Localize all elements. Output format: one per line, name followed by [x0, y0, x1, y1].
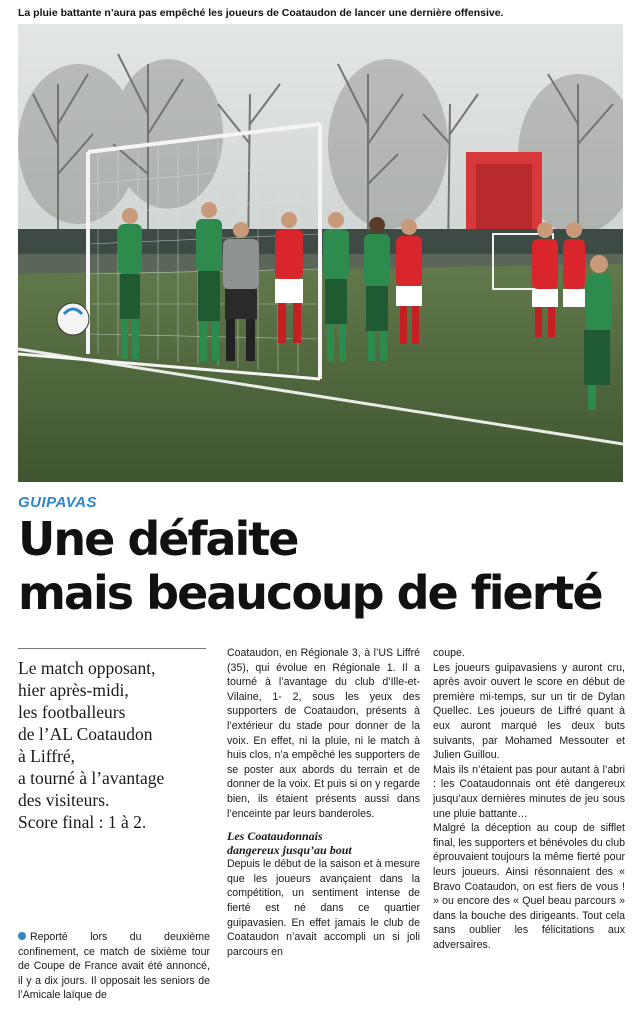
body-paragraph: Depuis le début de la saison et à mesure que les joueurs avançaient dans la compétition, un sentiment intense de fierté est né dans ce quartier guipavasien. En effet jamais le club de Coataudon n’avait accompli un si joli parcours en [227, 858, 420, 958]
body-paragraph: Les joueurs guipavasiens y auront cru, après avoir ouvert le score en début de première mi-temps, sur un tir de Dylan Quellec. Les joueurs de Liffré quant à eux auront marqué les deux buts suivants, par Mohamed Messouter et Julien Guillou. [433, 661, 625, 762]
body-paragraph [18, 930, 210, 1003]
lead-line: à Liffré, [18, 746, 76, 766]
match-photo [18, 24, 623, 482]
lead-line: a tourné à l’avantage [18, 768, 165, 788]
lead-line: de l’AL Coataudon [18, 724, 153, 744]
paragraph-text: Reporté lors du deuxième confinement, ce match de sixième tour de Coupe de France avait été annoncé, il y a dix jours. Il opposait les seniors de l’Amicale laïque de [18, 931, 210, 1002]
lead-line: des visiteurs. [18, 790, 110, 810]
lead-line: hier après-midi, [18, 680, 129, 700]
article-headline [18, 512, 628, 620]
section-kicker: GUIPAVAS [18, 494, 98, 511]
body-paragraph: coupe. [433, 647, 465, 659]
body-column-2 [227, 646, 420, 959]
football-match-photo [18, 24, 623, 482]
article-lead [18, 657, 213, 833]
body-column-3 [433, 646, 625, 952]
lead-line: Score final : 1 à 2. [18, 812, 147, 832]
intertitle-line: Les Coataudonnais [227, 829, 323, 844]
intertitle [227, 829, 420, 857]
photo-caption: La pluie battante n’aura pas empêché les joueurs de Coataudon de lancer une dernière offensive. [18, 7, 504, 19]
body-column-1 [18, 930, 210, 1003]
headline-line-1: Une défaite [18, 512, 298, 566]
chapo-rule [18, 648, 206, 649]
body-paragraph: Mais ils n’étaient pas pour autant à l’abri : les Coataudonnais ont été dangereux jusqu’aux dernières minutes de jeu sous une pluie battante… [433, 763, 625, 820]
bullet-dot-icon [18, 932, 26, 940]
intertitle-line: dangereux jusqu’au bout [227, 843, 352, 858]
headline-line-2: mais beaucoup de fierté [18, 566, 602, 620]
body-paragraph: Malgré la déception au coup de sifflet final, les supporters et bénévoles du club éprouvaient toujours la même fierté pour leurs joueurs. Ainsi résonnaient des « Bravo Coataudon, on est fiers de vous ! » ou encore des « Quel beau parcours » dans la bouche des dirigeants. Tout cela sans oublier les félicitations aux adversaires. [433, 822, 625, 951]
body-paragraph: Coataudon, en Régionale 3, à l’US Liffré (35), qui évolue en Régionale 1. Il a tourné à l’avantage du club d’Ille-et-Vilaine, 1- 2, sous les yeux des supporters de Coataudon, présents à l’extérieur du stade pour donner de la voix. En effet, ni la pluie, ni le match à huis clos, n’a empêché les supporters de se poster aux abords du terrain et de donner de la voix. Et puis si on y regarde bien, ils étaient présents aussi dans l’enceinte par leurs banderoles. [227, 647, 420, 820]
lead-line: Le match opposant, [18, 658, 156, 678]
lead-line: les footballeurs [18, 702, 126, 722]
